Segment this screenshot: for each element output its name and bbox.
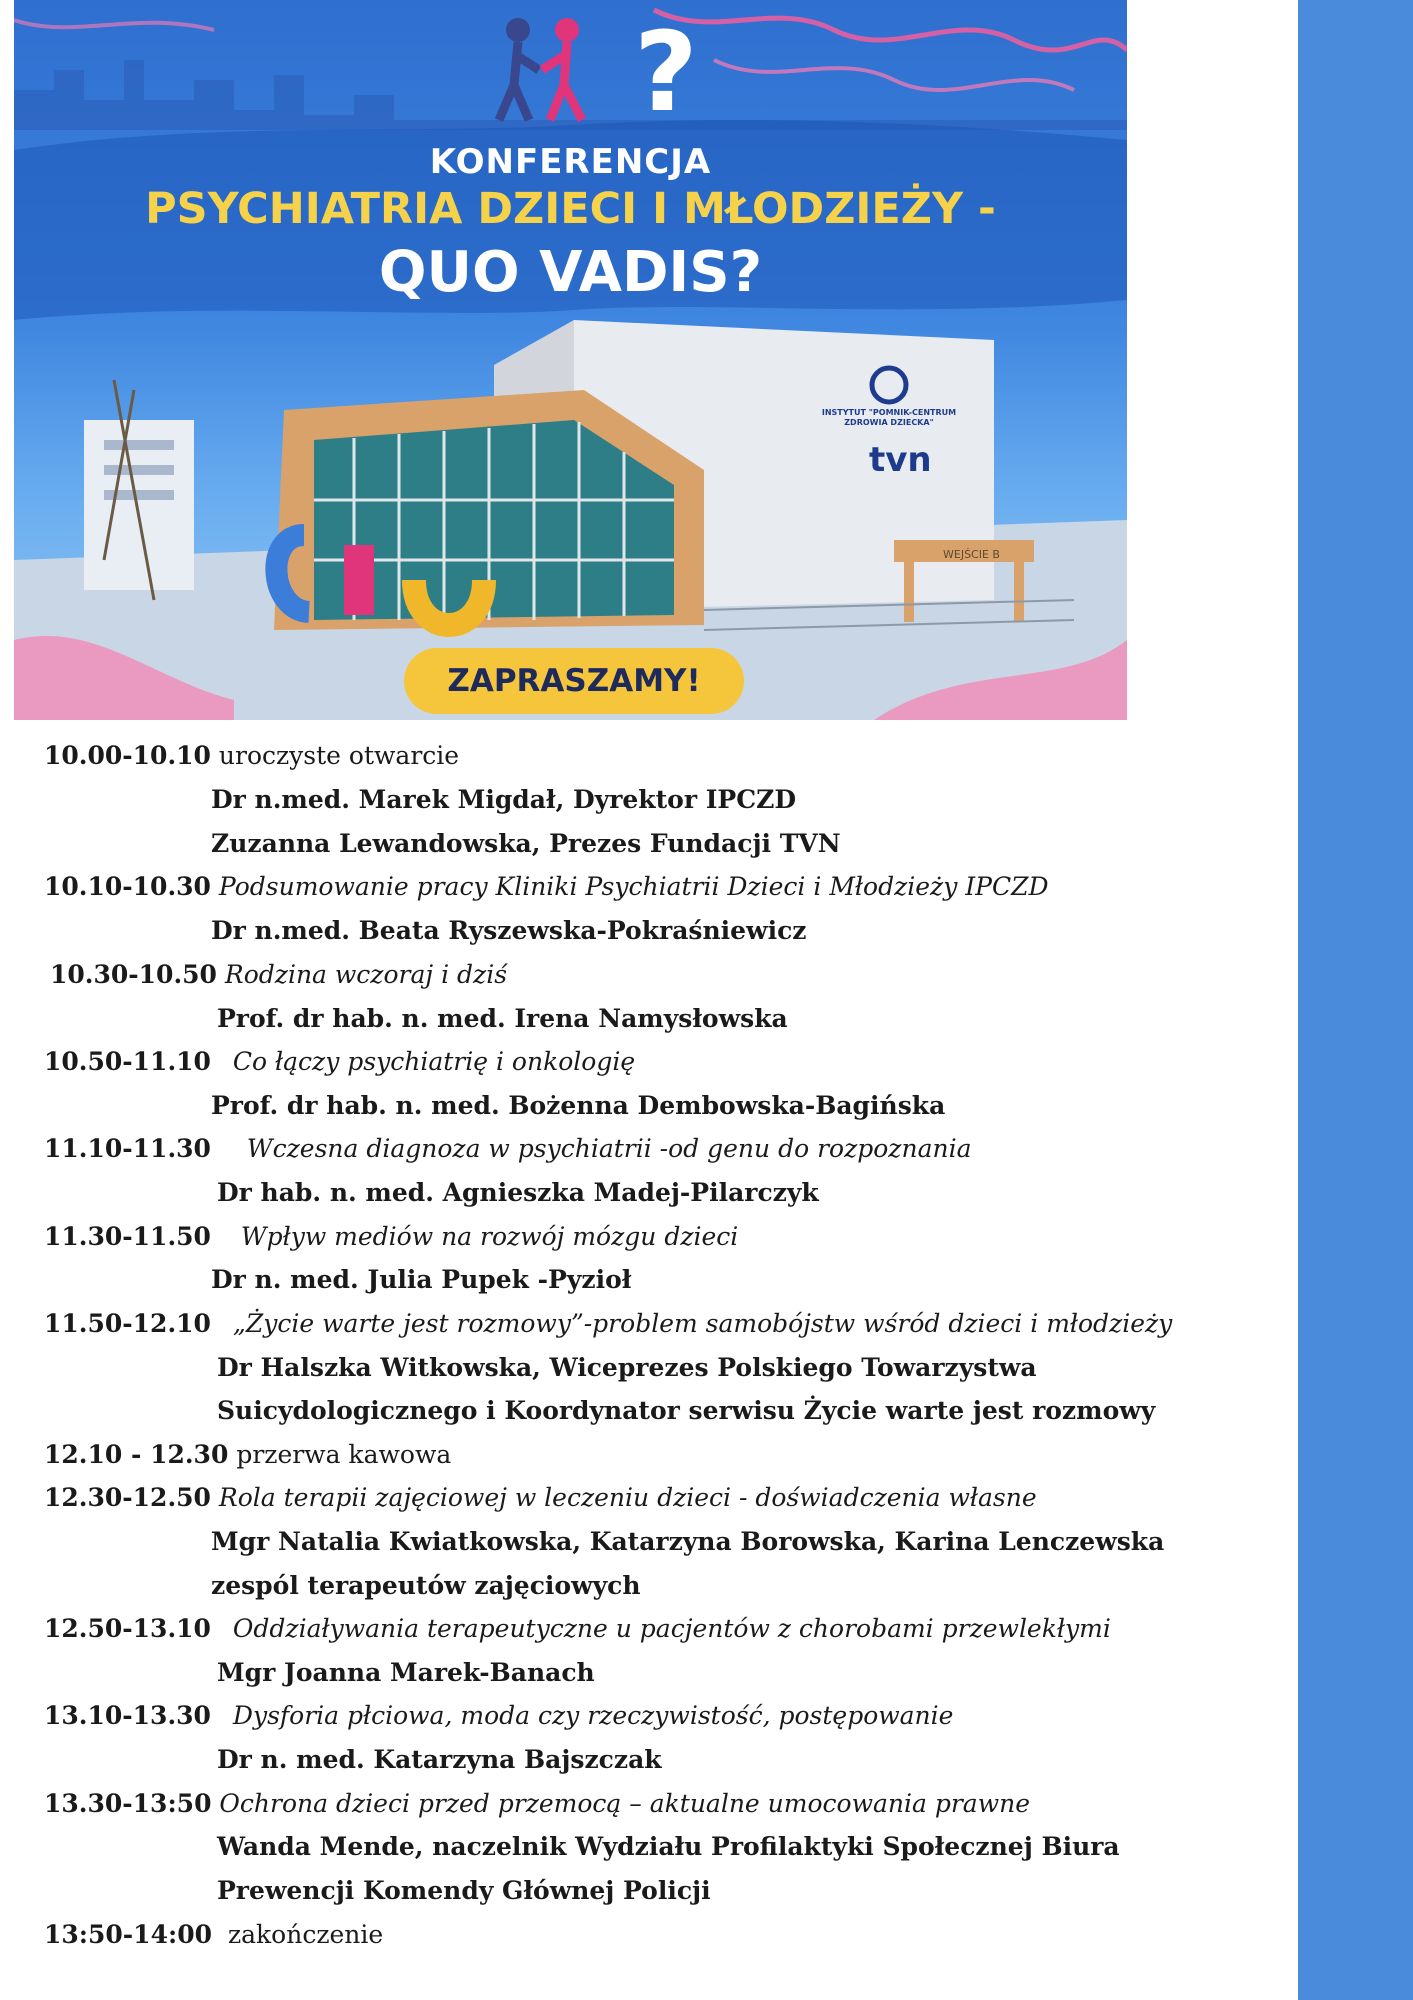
speaker: Wanda Mende, naczelnik Wydziału Profilaktyki Społecznej Biura <box>217 1832 1120 1861</box>
speaker: Mgr Joanna Marek-Banach <box>217 1658 595 1687</box>
time-slot: 13:50-14:00 <box>44 1920 212 1949</box>
tvn-logo: tvn <box>869 440 932 480</box>
time-slot: 12.30-12.50 <box>44 1483 211 1512</box>
schedule-item-10 <box>44 1614 1111 1644</box>
right-sidebar-strip <box>1298 0 1413 2000</box>
schedule-item-4 <box>44 1047 635 1077</box>
session-title: przerwa kawowa <box>236 1440 452 1469</box>
speaker: Prewencji Komendy Głównej Policji <box>217 1876 711 1905</box>
session-title: Wpływ mediów na rozwój mózgu dzieci <box>240 1222 739 1251</box>
speaker: Prof. dr hab. n. med. Irena Namysłowska <box>217 1004 788 1033</box>
schedule-item-3 <box>50 960 507 990</box>
banner-subtitle: QUO VADIS? <box>378 240 763 305</box>
time-slot: 12.50-13.10 <box>44 1614 211 1643</box>
speaker: Suicydologicznego i Koordynator serwisu Życie warte jest rozmowy <box>217 1396 1156 1425</box>
speaker: Dr n.med. Beata Ryszewska-Pokraśniewicz <box>211 916 807 945</box>
speaker: Dr n. med. Julia Pupek -Pyzioł <box>211 1265 632 1294</box>
speaker: Dr hab. n. med. Agnieszka Madej-Pilarczyk <box>217 1178 819 1207</box>
session-title: Co łączy psychiatrię i onkologię <box>232 1047 636 1076</box>
time-slot: 13.30-13:50 <box>44 1789 212 1818</box>
speaker: Mgr Natalia Kwiatkowska, Katarzyna Borowska, Karina Lenczewska <box>211 1527 1165 1556</box>
speaker: Zuzanna Lewandowska, Prezes Fundacji TVN <box>211 829 841 858</box>
speaker: Dr Halszka Witkowska, Wiceprezes Polskiego Towarzystwa <box>217 1353 1037 1382</box>
schedule-item-8 <box>44 1440 451 1470</box>
speaker: zespól terapeutów zajęciowych <box>211 1571 641 1600</box>
session-title: Ochrona dzieci przed przemocą – aktualne umocowania prawne <box>219 1789 1030 1818</box>
time-slot: 13.10-13.30 <box>44 1701 211 1730</box>
schedule-item-6 <box>44 1222 738 1252</box>
session-title: uroczyste otwarcie <box>218 741 460 770</box>
speaker: Dr n. med. Katarzyna Bajszczak <box>217 1745 662 1774</box>
entrance-sign: WEJŚCIE B <box>943 548 1000 561</box>
schedule-item-11 <box>44 1701 953 1731</box>
session-title: Wczesna diagnoza w psychiatrii -od genu do rozpoznania <box>246 1134 972 1163</box>
session-title: zakończenie <box>227 1920 384 1949</box>
session-title: Podsumowanie pracy Kliniki Psychiatrii Dzieci i Młodzieży IPCZD <box>218 872 1049 901</box>
speaker: Prof. dr hab. n. med. Bożenna Dembowska-Bagińska <box>211 1091 946 1120</box>
schedule-item-12 <box>44 1789 1030 1819</box>
time-slot: 11.10-11.30 <box>44 1134 211 1163</box>
session-title: Oddziaływania terapeutyczne u pacjentów z chorobami przewlekłymi <box>232 1614 1111 1643</box>
schedule-item-13 <box>44 1920 383 1950</box>
session-title: „Życie warte jest rozmowy”-problem samobójstw wśród dzieci i młodzieży <box>232 1309 1173 1338</box>
schedule-item-5 <box>44 1134 971 1164</box>
schedule-item-2 <box>44 872 1049 902</box>
banner-title: PSYCHIATRIA DZIECI I MŁODZIEŻY - <box>145 184 996 234</box>
time-slot: 10.00-10.10 <box>44 741 211 770</box>
time-slot: 10.10-10.30 <box>44 872 211 901</box>
svg-text:?: ? <box>634 8 698 136</box>
time-slot: 11.30-11.50 <box>44 1222 211 1251</box>
time-slot: 10.30-10.50 <box>50 960 217 989</box>
time-slot: 11.50-12.10 <box>44 1309 211 1338</box>
schedule-item-1 <box>44 741 459 771</box>
session-title: Rola terapii zajęciowej w leczeniu dzieci - doświadczenia własne <box>218 1483 1037 1512</box>
session-title: Dysforia płciowa, moda czy rzeczywistość, postępowanie <box>232 1701 954 1730</box>
schedule-item-7 <box>44 1309 1172 1339</box>
time-slot: 12.10 - 12.30 <box>44 1440 229 1469</box>
speaker: Dr n.med. Marek Migdał, Dyrektor IPCZD <box>211 785 797 814</box>
session-title: Rodzina wczoraj i dziś <box>224 960 508 989</box>
time-slot: 10.50-11.10 <box>44 1047 211 1076</box>
banner-heading: KONFERENCJA <box>429 142 712 182</box>
institute-sign: INSTYTUT "POMNIK-CENTRUM ZDROWIA DZIECKA" <box>821 408 957 427</box>
schedule-item-9 <box>44 1483 1037 1513</box>
invite-badge: ZAPRASZAMY! <box>404 648 744 714</box>
